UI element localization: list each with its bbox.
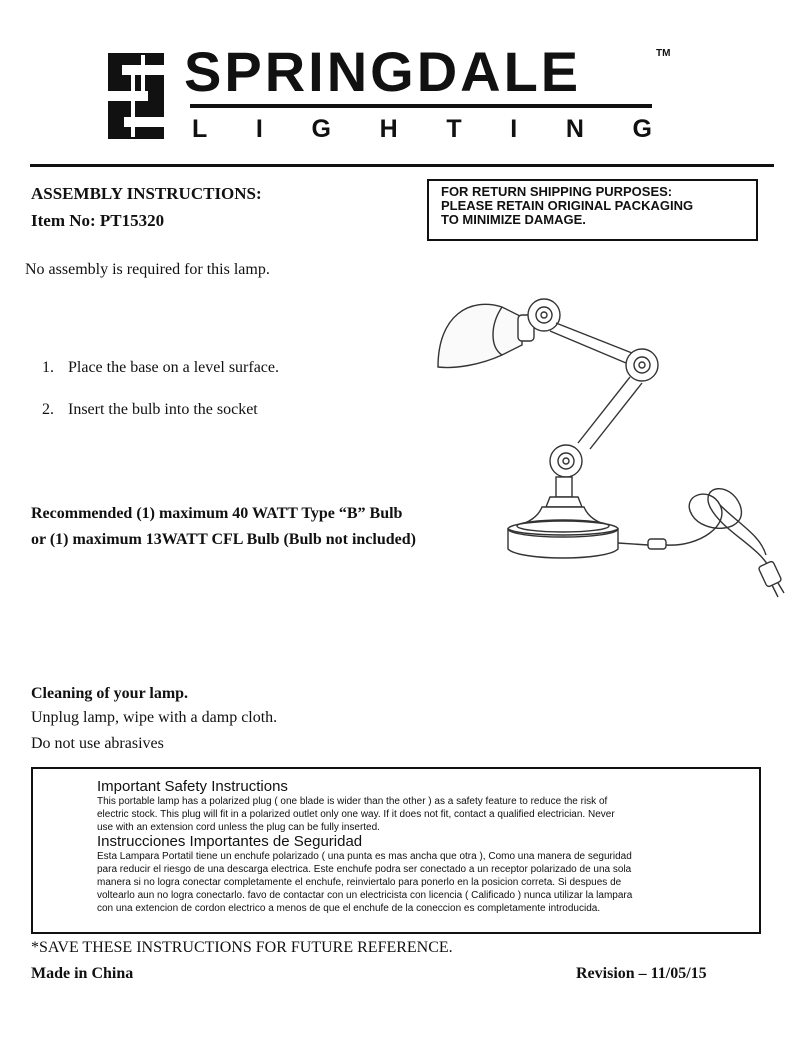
brand-subtitle-letter: I (510, 115, 518, 143)
bulb-recommendation: Recommended (1) maximum 40 WATT Type “B” Bulb (31, 505, 403, 522)
return-notice-line: TO MINIMIZE DAMAGE. (441, 212, 586, 227)
step-number: 1. (42, 359, 54, 376)
step-text: Insert the bulb into the socket (68, 401, 258, 418)
header-divider (30, 164, 774, 167)
trademark-mark: TM (656, 48, 671, 59)
made-in-label: Made in China (31, 965, 134, 982)
step-text: Place the base on a level surface. (68, 359, 280, 376)
brand-subtitle-letter: G (632, 115, 652, 143)
safety-instructions-box (31, 767, 761, 934)
brand-subtitle-letter: N (565, 115, 584, 143)
brand-name: SPRINGDALE (184, 40, 582, 103)
cleaning-line: Unplug lamp, wipe with a damp cloth. (31, 709, 278, 726)
step-item (28, 359, 279, 377)
return-notice-line: FOR RETURN SHIPPING PURPOSES: (441, 184, 673, 199)
brand-underline (190, 104, 652, 108)
save-instructions-note: *SAVE THESE INSTRUCTIONS FOR FUTURE REFERENCE. (31, 939, 453, 956)
no-assembly-note: No assembly is required for this lamp. (25, 261, 270, 278)
cleaning-title: Cleaning of your lamp. (31, 685, 189, 702)
item-number: Item No: PT15320 (31, 211, 165, 230)
safety-line-spanish: con una extencion de cordon electrico a menos de que el enchufe de la coneccion es completamente introducida. (97, 903, 601, 914)
brand-subtitle-letter: H (379, 115, 398, 143)
desk-lamp-illustration (430, 285, 800, 605)
springdale-logo-mark-icon (108, 53, 164, 139)
safety-line-english: This portable lamp has a polarized plug ( one blade is wider than the other ) as a safety feature to reduce the risk of (97, 796, 608, 807)
safety-line-spanish: para reducir el riesgo de una descarga electrica. Este enchufe podra ser conectado a un receptor polarizado de una sola (97, 864, 632, 875)
safety-line-spanish: Esta Lampara Portatil tiene un enchufe polarizado ( una punta es mas ancha que otra ), Como una manera de seguridad (97, 851, 632, 862)
safety-title-english: Important Safety Instructions (97, 778, 288, 795)
safety-line-spanish: voltearlo aun no logra conectarlo. favo de contactar con un electricista con licencia ( Calificado ) nunca utilizar la lampara (97, 890, 633, 901)
brand-subtitle-letter: I (255, 115, 263, 143)
step-item (28, 401, 258, 419)
assembly-title: ASSEMBLY INSTRUCTIONS: (31, 184, 262, 203)
safety-line-spanish: manera si no logra conectar completamente el enchufe, reinviertalo para ponerlo en la posicion correta. Si despues de (97, 877, 622, 888)
brand-subtitle-letter: L (192, 115, 208, 143)
step-number: 2. (42, 401, 54, 418)
bulb-recommendation: or (1) maximum 13WATT CFL Bulb (Bulb not included) (31, 531, 416, 548)
brand-subtitle-letter: G (311, 115, 331, 143)
brand-subtitle (192, 117, 652, 142)
return-shipping-notice (427, 179, 758, 241)
safety-title-spanish: Instrucciones Importantes de Seguridad (97, 833, 363, 850)
cleaning-line: Do not use abrasives (31, 735, 164, 752)
safety-line-english: electric stock. This plug will fit in a polarized outlet only one way. If it does not fit, contact a qualified electrician. Never (97, 809, 615, 820)
return-notice-line: PLEASE RETAIN ORIGINAL PACKAGING (441, 198, 694, 213)
safety-line-english: use with an extension cord unless the plug can be fully inserted. (97, 822, 380, 833)
revision-label: Revision – 11/05/15 (576, 965, 707, 982)
brand-subtitle-letter: T (446, 115, 462, 143)
